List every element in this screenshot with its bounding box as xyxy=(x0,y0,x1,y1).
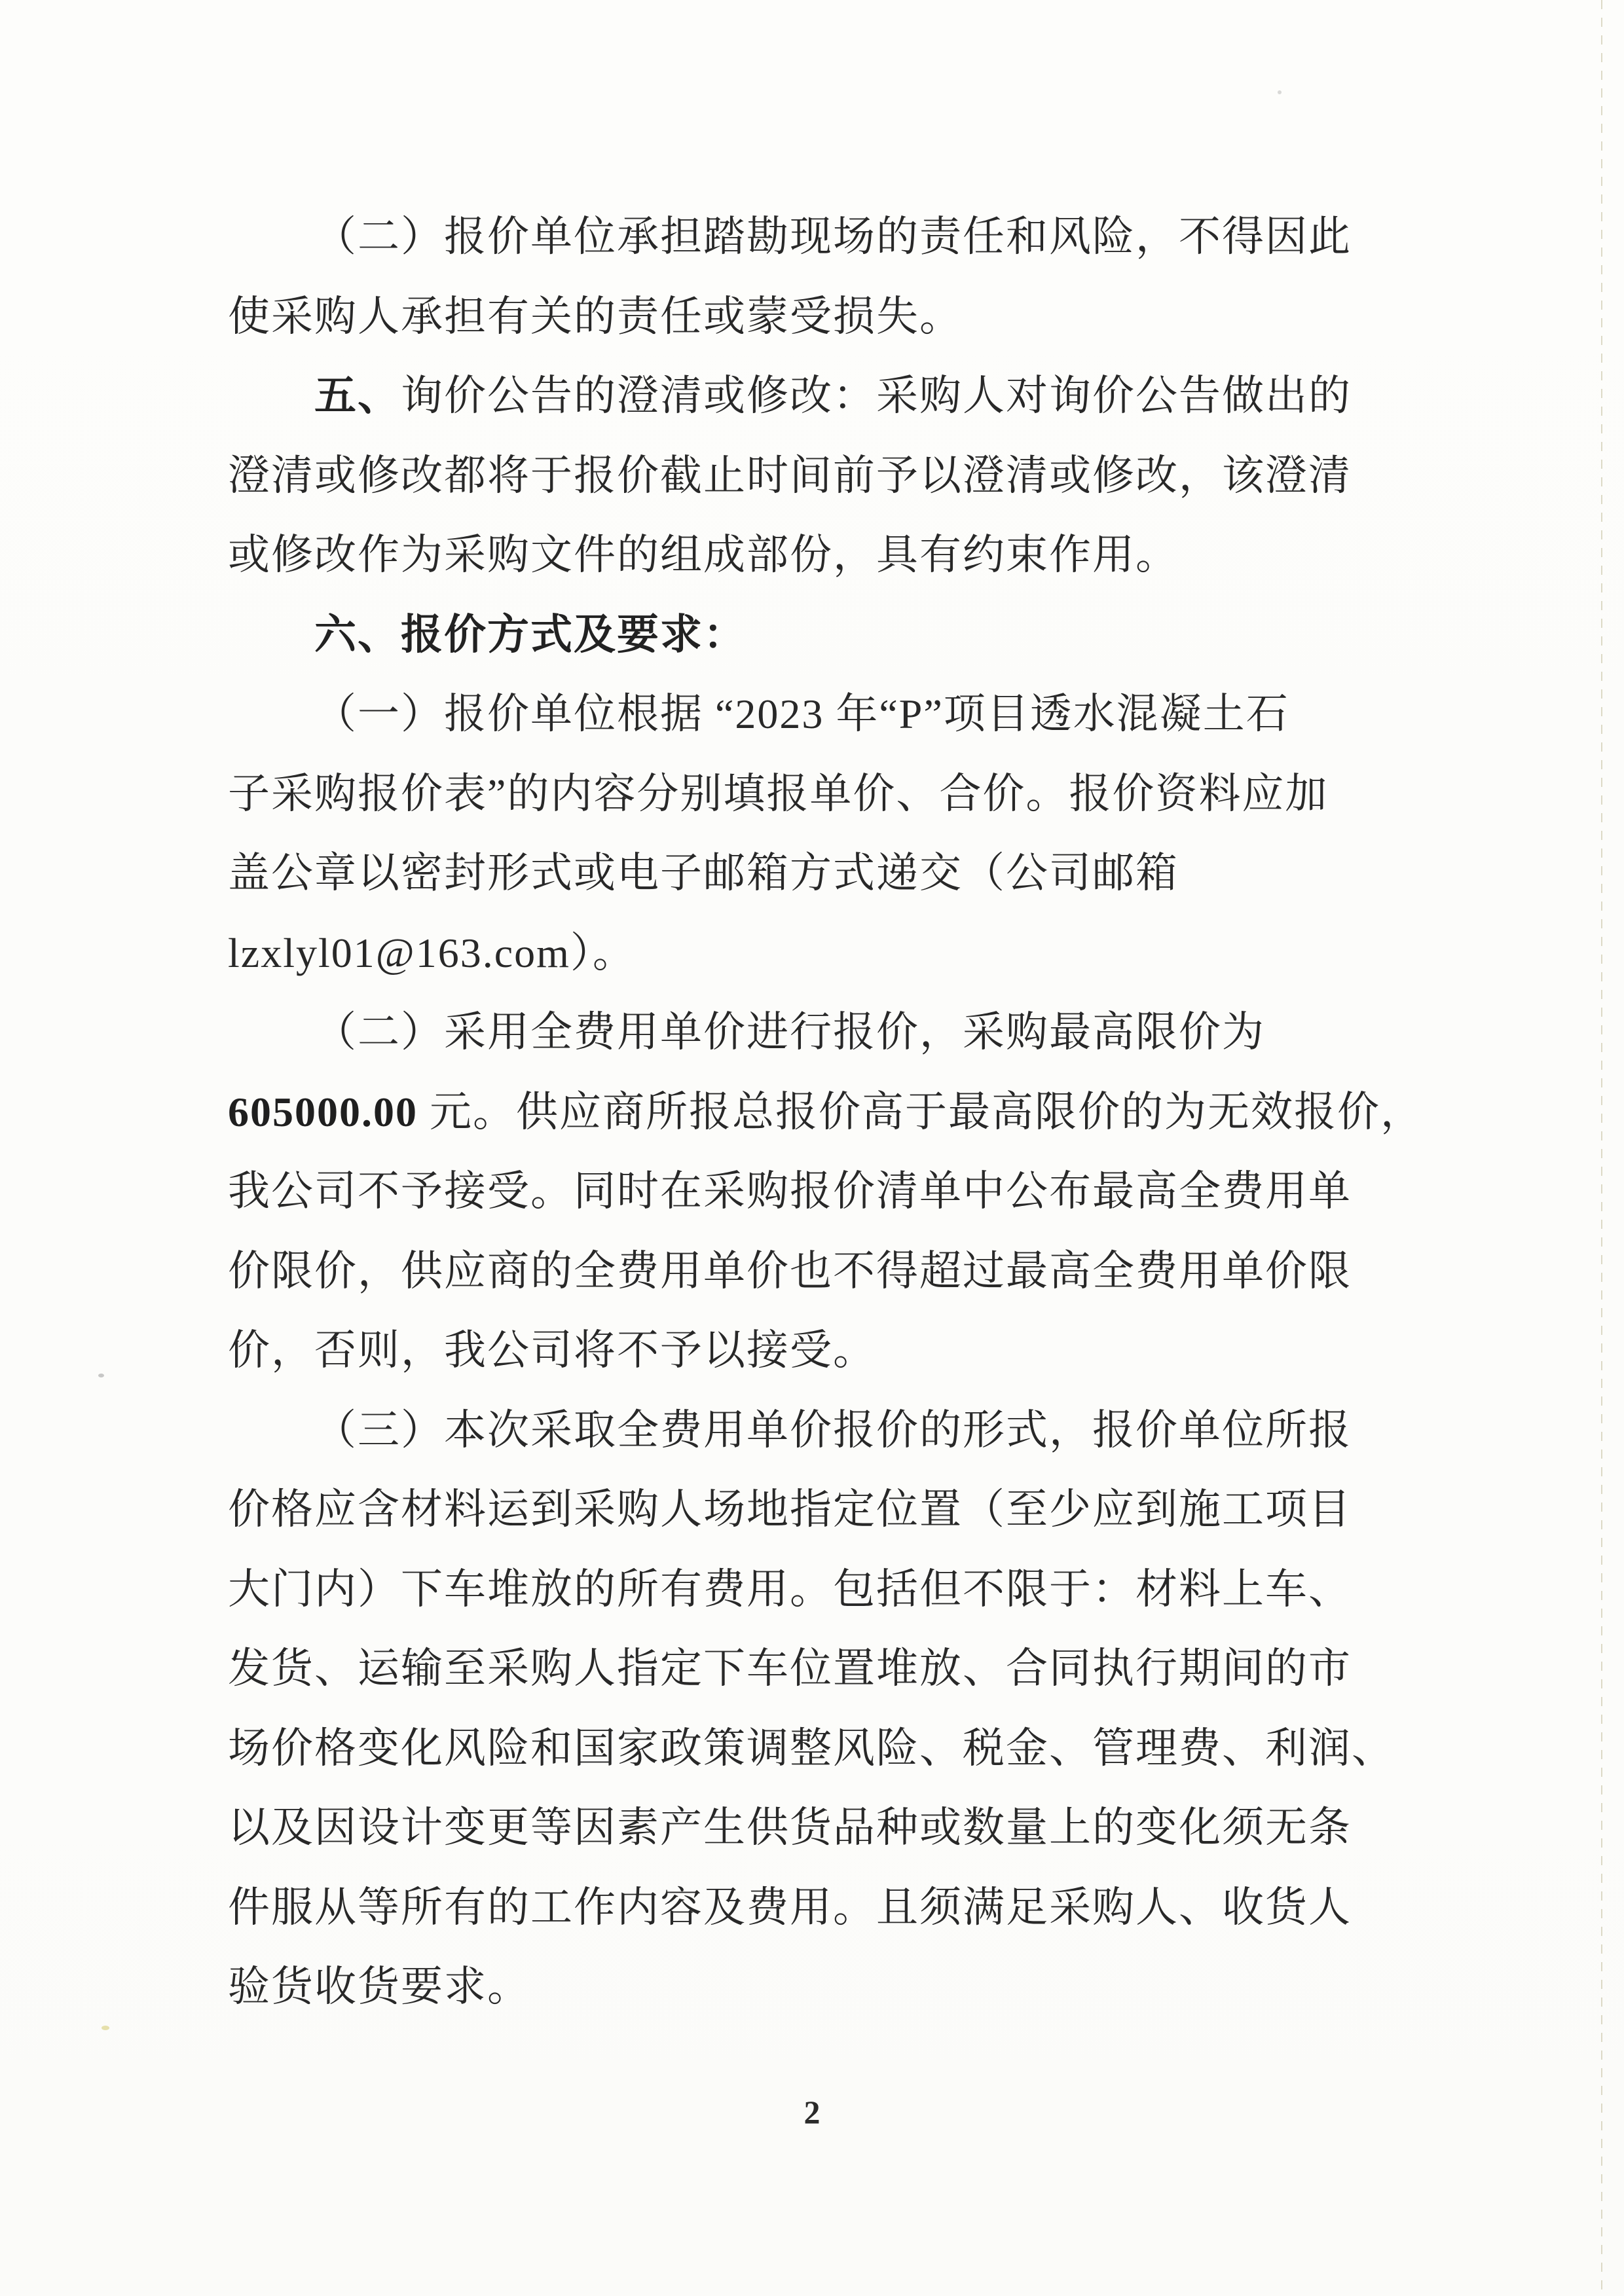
text-segment: 件服从等所有的工作内容及费用。且须满足采购人、收货人 xyxy=(228,1884,1352,1931)
text-segment: （二）报价单位承担踏勘现场的责任和风险，不得因此 xyxy=(314,213,1352,260)
text-segment: 验货收货要求。 xyxy=(228,1963,530,2010)
document-body xyxy=(228,197,1424,2027)
text-segment: 发货、运输至采购人指定下车位置堆放、合同执行期间的市 xyxy=(228,1645,1352,1692)
scan-artifact-speck xyxy=(98,1374,104,1377)
text-line xyxy=(228,197,1367,277)
text-segment: 元。供应商所报总报价高于最高限价的为无效报价， xyxy=(418,1088,1424,1135)
text-segment: 价，否则，我公司将不予以接受。 xyxy=(228,1327,876,1374)
text-line xyxy=(228,1788,1367,1868)
text-segment: 场价格变化风险和国家政策调整风险、税金、管理费、利润、 xyxy=(228,1724,1395,1772)
text-segment: 大门内）下车堆放的所有费用。包括但不限于：材料上车、 xyxy=(228,1565,1352,1613)
text-line xyxy=(228,1391,1367,1470)
text-line xyxy=(228,595,1367,675)
text-segment: 价限价，供应商的全费用单价也不得超过最高全费用单价限 xyxy=(228,1247,1352,1294)
text-segment: 我公司不予接受。同时在采购报价清单中公布最高全费用单 xyxy=(228,1168,1352,1214)
text-segment: 澄清或修改都将于报价截止时间前予以澄清或修改，该澄清 xyxy=(228,452,1352,499)
scan-artifact-speck xyxy=(1278,90,1282,94)
text-segment: lzxlyl01@163.com）。 xyxy=(228,929,636,976)
text-line xyxy=(228,993,1367,1072)
text-line xyxy=(228,674,1367,754)
text-line xyxy=(228,754,1367,834)
text-segment: 或修改作为采购文件的组成部份，具有约束作用。 xyxy=(228,532,1179,578)
text-line xyxy=(228,1311,1367,1391)
page-number: 2 xyxy=(803,2094,821,2130)
text-line xyxy=(228,1072,1424,1152)
text-line xyxy=(228,1629,1367,1709)
scan-artifact-vertical-line xyxy=(1601,0,1602,2296)
text-segment-bold: 605000.00 xyxy=(228,1088,418,1135)
text-segment: （二）采用全费用单价进行报价，采购最高限价为 xyxy=(314,1009,1265,1055)
text-line xyxy=(228,277,1367,357)
text-segment: 盖公章以密封形式或电子邮箱方式递交（公司邮箱 xyxy=(228,850,1179,896)
text-segment-hei: 五、 xyxy=(314,372,401,419)
text-segment: 子采购报价表”的内容分别填报单价、合价。报价资料应加 xyxy=(228,770,1329,817)
text-segment-hei: 六、报价方式及要求： xyxy=(314,610,747,658)
text-line xyxy=(228,1231,1367,1311)
text-segment: 以及因设计变更等因素产生供货品种或数量上的变化须无条 xyxy=(228,1804,1352,1851)
text-line xyxy=(228,1550,1367,1630)
text-line xyxy=(228,1947,1367,2027)
text-segment: （三）本次采取全费用单价报价的形式，报价单位所报 xyxy=(314,1406,1352,1453)
text-line xyxy=(228,1152,1367,1231)
text-line xyxy=(228,833,1367,913)
text-line xyxy=(228,436,1367,516)
text-line xyxy=(228,1709,1395,1789)
text-segment: 询价公告的澄清或修改：采购人对询价公告做出的 xyxy=(401,373,1352,419)
text-line xyxy=(228,913,1367,993)
text-line xyxy=(228,515,1367,595)
text-segment: （一）报价单位根据 “2023 年“P”项目透水混凝土石 xyxy=(314,691,1289,737)
text-line xyxy=(228,1868,1367,1948)
text-segment: 使采购人承担有关的责任或蒙受损失。 xyxy=(228,293,963,340)
text-line xyxy=(228,356,1367,436)
text-segment: 价格应含材料运到采购人场地指定位置（至少应到施工项目 xyxy=(228,1486,1352,1533)
text-line xyxy=(228,1470,1367,1550)
scan-artifact-speck xyxy=(101,2026,109,2030)
